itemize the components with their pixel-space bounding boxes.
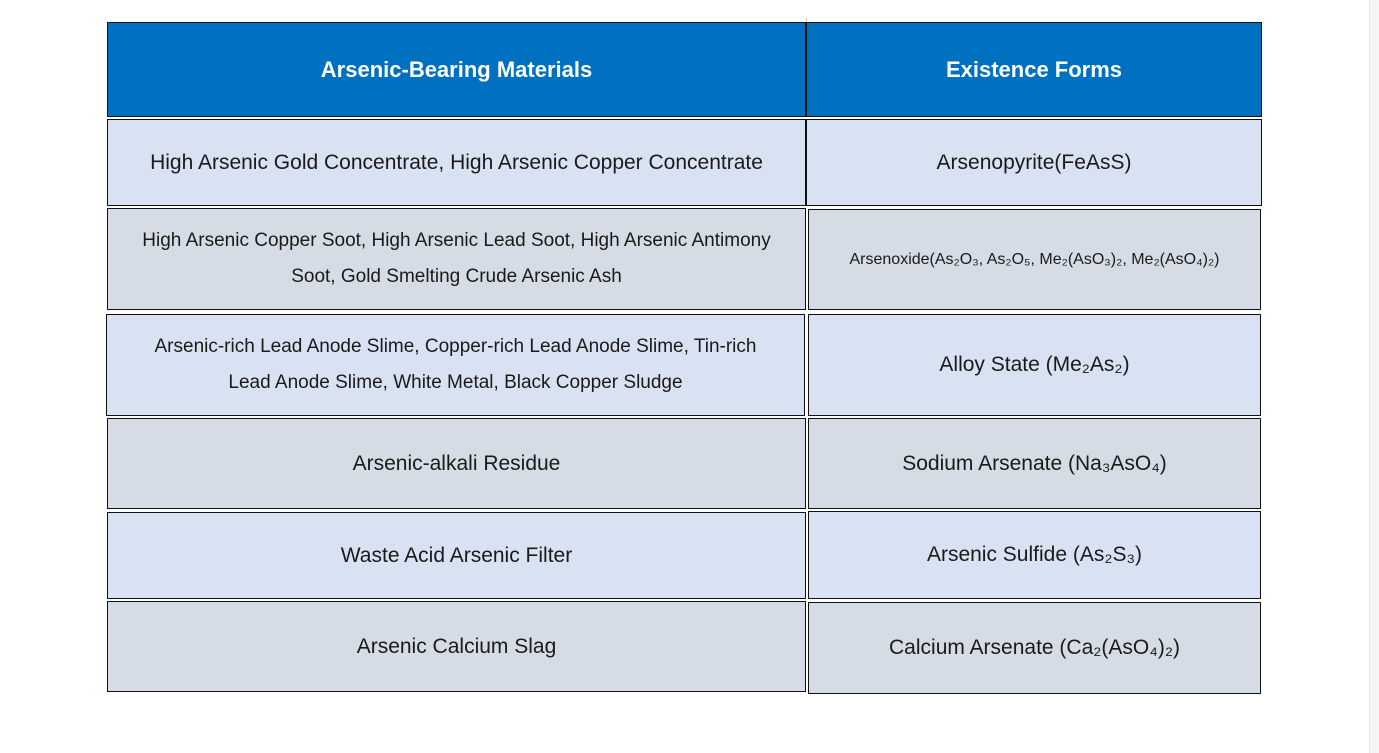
cell-text: Calcium Arsenate (Ca₂(AsO₄)₂) [889,636,1180,659]
header-materials-label: Arsenic-Bearing Materials [320,56,593,82]
cell-text: High Arsenic Gold Concentrate, High Arsenic Copper Concentrate [150,150,763,174]
table-cell-form [808,602,1261,694]
header-forms [806,22,1262,117]
cell-text: Arsenopyrite(FeAsS) [936,150,1132,174]
cell-text: Arsenic Calcium Slag [356,634,557,658]
cell-text: Arsenic Sulfide (As₂S₃) [926,543,1143,566]
table-cell-form [806,119,1262,206]
table-cell-material [106,314,805,416]
table-cell-form [808,418,1261,509]
cell-text: High Arsenic Copper Soot, High Arsenic Lead Soot, High Arsenic Antimony Soot, Gold Smelting Crude Arsenic Ash [142,230,771,287]
table-cell-material [107,418,806,509]
table-cell-form [808,209,1261,310]
header-forms-label: Existence Forms [945,56,1123,82]
table-cell-material [107,512,806,599]
cell-text: Sodium Arsenate (Na₃AsO₄) [902,451,1167,475]
table-cell-form [808,511,1261,599]
cell-text: Arsenoxide(As₂O₃, As₂O₅, Me₂(AsO₃)₂, Me₂(AsO₄)₂) [849,250,1220,268]
header-materials [107,22,806,117]
table-cell-material [107,208,806,310]
cell-text: Waste Acid Arsenic Filter [340,543,573,567]
cell-text: Arsenic-alkali Residue [352,451,561,475]
table-cell-material [107,601,806,692]
table-cell-material [107,119,806,206]
table-cell-form [808,314,1261,416]
scrollbar-track[interactable] [1369,0,1379,753]
cell-text: Alloy State (Me₂As₂) [939,353,1130,376]
cell-text: Arsenic-rich Lead Anode Slime, Copper-rich Lead Anode Slime, Tin-rich Lead Anode Slime, White Metal, Black Copper Sludge [154,336,757,393]
